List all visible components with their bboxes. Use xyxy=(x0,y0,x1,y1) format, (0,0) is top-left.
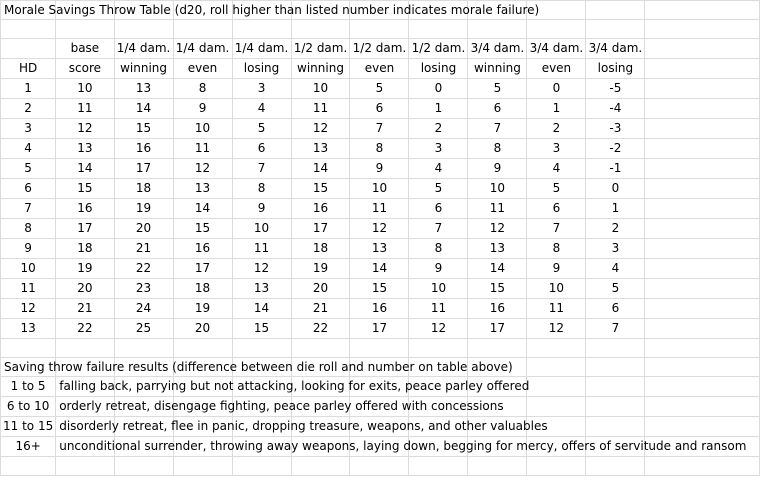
table-row xyxy=(1,219,760,239)
table-cell[interactable]: 2 xyxy=(409,119,468,139)
empty-cell[interactable] xyxy=(586,20,645,39)
empty-cell[interactable] xyxy=(350,339,409,358)
table-cell[interactable]: 13 xyxy=(468,239,527,259)
table-cell[interactable]: 14 xyxy=(173,199,232,219)
empty-cell[interactable] xyxy=(645,159,760,179)
result-text-text: falling back, parrying but not attacking, looking for exits, peace parley offered xyxy=(59,379,530,393)
table-cell[interactable]: 4 xyxy=(409,159,468,179)
column-header[interactable]: base xyxy=(56,39,114,59)
table-cell[interactable]: 4 xyxy=(586,259,645,279)
table-cell[interactable]: 0 xyxy=(527,79,586,99)
table-cell[interactable]: 21 xyxy=(291,299,350,319)
table-cell[interactable]: 10 xyxy=(291,79,350,99)
table-cell[interactable]: 18 xyxy=(56,239,114,259)
table-cell[interactable]: 5 xyxy=(409,179,468,199)
column-header[interactable]: 1/2 dam. xyxy=(291,39,350,59)
table-cell[interactable]: 6 xyxy=(350,99,409,119)
empty-cell[interactable] xyxy=(409,20,468,39)
table-row xyxy=(1,299,760,319)
empty-cell[interactable] xyxy=(527,358,586,377)
table-cell[interactable]: 7 xyxy=(586,319,645,339)
table-cell[interactable]: 20 xyxy=(114,219,173,239)
empty-cell[interactable] xyxy=(56,20,114,39)
table-cell[interactable]: 5 xyxy=(232,119,291,139)
table-row xyxy=(1,99,760,119)
results-title-row xyxy=(1,358,760,377)
table-cell[interactable]: 5 xyxy=(527,179,586,199)
spacer-row xyxy=(1,20,760,39)
table-cell[interactable]: 6 xyxy=(232,139,291,159)
table-cell[interactable]: 22 xyxy=(56,319,114,339)
table-cell[interactable]: 8 xyxy=(173,79,232,99)
empty-cell[interactable] xyxy=(173,339,232,358)
table-cell[interactable]: 0 xyxy=(586,179,645,199)
table-row xyxy=(1,279,760,299)
table-cell[interactable]: 22 xyxy=(291,319,350,339)
table-cell[interactable]: 7 xyxy=(350,119,409,139)
empty-cell[interactable] xyxy=(527,457,586,476)
table-cell[interactable]: 16 xyxy=(291,199,350,219)
empty-cell[interactable] xyxy=(527,397,586,417)
table-cell[interactable]: 18 xyxy=(114,179,173,199)
table-cell[interactable]: 9 xyxy=(232,199,291,219)
table-cell[interactable]: 10 xyxy=(56,79,114,99)
hd-cell[interactable]: 9 xyxy=(1,239,56,259)
empty-cell[interactable] xyxy=(645,259,760,279)
table-cell[interactable]: 8 xyxy=(409,239,468,259)
result-range[interactable]: 1 to 5 xyxy=(1,377,56,397)
column-header[interactable]: losing xyxy=(409,59,468,79)
empty-cell[interactable] xyxy=(173,457,232,476)
table-cell[interactable]: 3 xyxy=(586,239,645,259)
table-cell[interactable]: 12 xyxy=(350,219,409,239)
column-header[interactable]: 3/4 dam. xyxy=(468,39,527,59)
spacer-row xyxy=(1,457,760,476)
table-cell[interactable]: 5 xyxy=(468,79,527,99)
table-cell[interactable]: 13 xyxy=(291,139,350,159)
table-cell[interactable]: 17 xyxy=(114,159,173,179)
table-row xyxy=(1,199,760,219)
header-row-1 xyxy=(1,39,760,59)
column-header[interactable]: winning xyxy=(468,59,527,79)
table-cell[interactable]: -4 xyxy=(586,99,645,119)
column-header[interactable]: 1/4 dam. xyxy=(173,39,232,59)
empty-cell[interactable] xyxy=(56,457,114,476)
table-cell[interactable]: 5 xyxy=(586,279,645,299)
table-cell[interactable]: 16 xyxy=(114,139,173,159)
hd-cell[interactable]: 2 xyxy=(1,99,56,119)
empty-cell[interactable] xyxy=(468,20,527,39)
table-cell[interactable]: 16 xyxy=(468,299,527,319)
empty-cell[interactable] xyxy=(645,219,760,239)
table-cell[interactable]: 21 xyxy=(114,239,173,259)
result-range[interactable]: 6 to 10 xyxy=(1,397,56,417)
table-cell[interactable]: 15 xyxy=(291,179,350,199)
table-cell[interactable]: 11 xyxy=(232,239,291,259)
table-cell[interactable]: 3 xyxy=(409,139,468,159)
result-text-text: unconditional surrender, throwing away weapons, laying down, begging for mercy, offers of servitude and ransom xyxy=(59,439,747,453)
empty-cell[interactable] xyxy=(645,79,760,99)
hd-cell[interactable]: 12 xyxy=(1,299,56,319)
table-cell[interactable]: 9 xyxy=(409,259,468,279)
table-cell[interactable]: 13 xyxy=(114,79,173,99)
table-cell[interactable]: 12 xyxy=(527,319,586,339)
table-cell[interactable]: 16 xyxy=(173,239,232,259)
table-title-text: Morale Savings Throw Table (d20, roll higher than listed number indicates morale failure) xyxy=(4,3,540,17)
result-range[interactable]: 16+ xyxy=(1,437,56,457)
table-row xyxy=(1,119,760,139)
table-cell[interactable]: 8 xyxy=(468,139,527,159)
table-cell[interactable]: 2 xyxy=(586,219,645,239)
empty-cell[interactable] xyxy=(527,339,586,358)
result-row xyxy=(1,437,760,457)
empty-cell[interactable] xyxy=(1,339,56,358)
result-text-text: orderly retreat, disengage fighting, peace parley offered with concessions xyxy=(59,399,504,413)
column-header[interactable]: even xyxy=(173,59,232,79)
table-cell[interactable]: 11 xyxy=(173,139,232,159)
table-title[interactable] xyxy=(1,1,540,20)
table-cell[interactable]: 6 xyxy=(586,299,645,319)
table-cell[interactable]: 19 xyxy=(173,299,232,319)
table-cell[interactable]: 6 xyxy=(468,99,527,119)
table-row xyxy=(1,139,760,159)
table-cell[interactable]: 20 xyxy=(173,319,232,339)
table-cell[interactable]: 22 xyxy=(114,259,173,279)
empty-cell[interactable] xyxy=(527,20,586,39)
hd-cell[interactable]: 8 xyxy=(1,219,56,239)
empty-cell[interactable] xyxy=(586,358,645,377)
result-row xyxy=(1,417,760,437)
table-cell[interactable]: 3 xyxy=(232,79,291,99)
table-cell[interactable]: 7 xyxy=(409,219,468,239)
table-cell[interactable]: 14 xyxy=(232,299,291,319)
column-header[interactable]: 3/4 dam. xyxy=(586,39,645,59)
table-cell[interactable]: 20 xyxy=(56,279,114,299)
table-cell[interactable]: 11 xyxy=(350,199,409,219)
table-cell[interactable]: 0 xyxy=(409,79,468,99)
table-cell[interactable]: 19 xyxy=(56,259,114,279)
empty-cell[interactable] xyxy=(409,339,468,358)
table-cell[interactable]: 6 xyxy=(527,199,586,219)
empty-cell[interactable] xyxy=(114,339,173,358)
empty-cell[interactable] xyxy=(232,457,291,476)
table-cell[interactable]: 3 xyxy=(527,139,586,159)
empty-cell[interactable] xyxy=(350,457,409,476)
table-cell[interactable]: 9 xyxy=(350,159,409,179)
empty-cell[interactable] xyxy=(291,457,350,476)
result-range[interactable]: 11 to 15 xyxy=(1,417,56,437)
table-cell[interactable]: 12 xyxy=(409,319,468,339)
column-header[interactable]: losing xyxy=(586,59,645,79)
table-cell[interactable]: 9 xyxy=(173,99,232,119)
column-header[interactable]: 1/2 dam. xyxy=(350,39,409,59)
empty-cell[interactable] xyxy=(232,20,291,39)
header-row-2 xyxy=(1,59,760,79)
empty-cell[interactable] xyxy=(645,457,760,476)
empty-cell[interactable] xyxy=(645,377,760,397)
hd-cell[interactable]: 10 xyxy=(1,259,56,279)
table-cell[interactable]: 12 xyxy=(468,219,527,239)
table-cell[interactable]: 8 xyxy=(527,239,586,259)
table-row xyxy=(1,159,760,179)
table-cell[interactable]: 11 xyxy=(56,99,114,119)
column-header[interactable]: winning xyxy=(114,59,173,79)
empty-cell[interactable] xyxy=(173,20,232,39)
table-cell[interactable]: 20 xyxy=(291,279,350,299)
empty-cell[interactable] xyxy=(409,457,468,476)
table-cell[interactable]: 17 xyxy=(350,319,409,339)
results-title-text: Saving throw failure results (difference between die roll and number on table above) xyxy=(4,360,513,374)
table-cell[interactable]: 9 xyxy=(527,259,586,279)
table-cell[interactable]: 25 xyxy=(114,319,173,339)
table-cell[interactable]: 17 xyxy=(173,259,232,279)
table-cell[interactable]: 10 xyxy=(527,279,586,299)
table-cell[interactable]: 11 xyxy=(527,299,586,319)
table-cell[interactable]: 14 xyxy=(291,159,350,179)
table-cell[interactable]: 10 xyxy=(468,179,527,199)
table-cell[interactable]: 15 xyxy=(350,279,409,299)
table-cell[interactable]: 14 xyxy=(114,99,173,119)
hd-cell[interactable]: 7 xyxy=(1,199,56,219)
result-row xyxy=(1,397,760,417)
empty-cell[interactable] xyxy=(645,299,760,319)
table-cell[interactable]: 1 xyxy=(409,99,468,119)
table-cell[interactable]: 10 xyxy=(350,179,409,199)
table-cell[interactable]: 10 xyxy=(232,219,291,239)
table-cell[interactable]: 18 xyxy=(173,279,232,299)
empty-cell[interactable] xyxy=(56,339,114,358)
table-cell[interactable]: 19 xyxy=(114,199,173,219)
result-text[interactable] xyxy=(56,417,548,437)
table-cell[interactable]: 13 xyxy=(232,279,291,299)
table-cell[interactable]: -2 xyxy=(586,139,645,159)
empty-cell[interactable] xyxy=(645,20,760,39)
empty-cell[interactable] xyxy=(1,20,56,39)
empty-cell[interactable] xyxy=(114,457,173,476)
empty-cell[interactable] xyxy=(527,377,586,397)
table-cell[interactable]: 12 xyxy=(173,159,232,179)
table-cell[interactable]: 10 xyxy=(409,279,468,299)
table-cell[interactable]: 18 xyxy=(291,239,350,259)
table-cell[interactable]: 1 xyxy=(527,99,586,119)
table-cell[interactable]: 17 xyxy=(291,219,350,239)
table-cell[interactable]: 16 xyxy=(56,199,114,219)
column-header[interactable]: score xyxy=(56,59,114,79)
column-header[interactable]: winning xyxy=(291,59,350,79)
table-cell[interactable]: 11 xyxy=(409,299,468,319)
table-cell[interactable]: -3 xyxy=(586,119,645,139)
empty-cell[interactable] xyxy=(645,199,760,219)
table-cell[interactable]: 10 xyxy=(173,119,232,139)
empty-cell[interactable] xyxy=(645,59,760,79)
column-header[interactable]: 1/4 dam. xyxy=(232,39,291,59)
table-cell[interactable]: 15 xyxy=(468,279,527,299)
empty-cell[interactable] xyxy=(232,339,291,358)
table-cell[interactable]: 13 xyxy=(173,179,232,199)
empty-cell[interactable] xyxy=(586,339,645,358)
table-cell[interactable]: 1 xyxy=(586,199,645,219)
empty-cell[interactable] xyxy=(114,20,173,39)
table-cell[interactable]: 8 xyxy=(350,139,409,159)
column-header[interactable]: 1/2 dam. xyxy=(409,39,468,59)
hd-cell[interactable]: 4 xyxy=(1,139,56,159)
column-header[interactable]: even xyxy=(527,59,586,79)
table-row xyxy=(1,239,760,259)
spacer-row xyxy=(1,339,760,358)
empty-cell[interactable] xyxy=(645,99,760,119)
empty-cell[interactable] xyxy=(291,20,350,39)
table-cell[interactable]: 13 xyxy=(350,239,409,259)
table-cell[interactable]: 14 xyxy=(350,259,409,279)
result-text[interactable] xyxy=(56,397,504,417)
hd-cell[interactable]: 3 xyxy=(1,119,56,139)
hd-cell[interactable]: 5 xyxy=(1,159,56,179)
hd-cell[interactable]: 13 xyxy=(1,319,56,339)
table-cell[interactable]: 24 xyxy=(114,299,173,319)
table-cell[interactable]: 12 xyxy=(291,119,350,139)
empty-cell[interactable] xyxy=(645,239,760,259)
empty-cell[interactable] xyxy=(645,319,760,339)
empty-cell[interactable] xyxy=(586,457,645,476)
empty-cell[interactable] xyxy=(586,417,645,437)
table-row xyxy=(1,179,760,199)
table-cell[interactable]: 4 xyxy=(232,99,291,119)
table-cell[interactable]: -5 xyxy=(586,79,645,99)
empty-cell[interactable] xyxy=(586,1,645,20)
table-cell[interactable]: 7 xyxy=(527,219,586,239)
table-cell[interactable]: 12 xyxy=(232,259,291,279)
table-cell[interactable]: 15 xyxy=(173,219,232,239)
empty-cell[interactable] xyxy=(645,279,760,299)
table-cell[interactable]: 11 xyxy=(291,99,350,119)
column-header[interactable]: HD xyxy=(1,59,56,79)
table-cell[interactable]: 4 xyxy=(527,159,586,179)
results-title[interactable] xyxy=(1,358,513,377)
result-row xyxy=(1,377,760,397)
table-cell[interactable]: 17 xyxy=(56,219,114,239)
table-cell[interactable]: 13 xyxy=(56,139,114,159)
title-row xyxy=(1,1,760,20)
column-header[interactable]: even xyxy=(350,59,409,79)
table-cell[interactable]: 6 xyxy=(409,199,468,219)
hd-cell[interactable]: 6 xyxy=(1,179,56,199)
table-cell[interactable]: 7 xyxy=(468,119,527,139)
table-cell[interactable]: 2 xyxy=(527,119,586,139)
hd-cell[interactable]: 1 xyxy=(1,79,56,99)
empty-cell[interactable] xyxy=(645,39,760,59)
column-header[interactable] xyxy=(1,39,56,59)
empty-cell[interactable] xyxy=(645,339,760,358)
empty-cell[interactable] xyxy=(645,417,760,437)
empty-cell[interactable] xyxy=(645,179,760,199)
empty-cell[interactable] xyxy=(291,339,350,358)
table-cell[interactable]: 15 xyxy=(232,319,291,339)
table-cell[interactable]: 19 xyxy=(291,259,350,279)
table-cell[interactable]: 15 xyxy=(114,119,173,139)
table-row xyxy=(1,259,760,279)
empty-cell[interactable] xyxy=(350,20,409,39)
table-cell[interactable]: 15 xyxy=(56,179,114,199)
empty-cell[interactable] xyxy=(645,358,760,377)
empty-cell[interactable] xyxy=(645,397,760,417)
table-cell[interactable]: 17 xyxy=(468,319,527,339)
hd-cell[interactable]: 11 xyxy=(1,279,56,299)
table-cell[interactable]: 11 xyxy=(468,199,527,219)
empty-cell[interactable] xyxy=(586,377,645,397)
result-text[interactable] xyxy=(56,437,747,457)
table-cell[interactable]: 21 xyxy=(56,299,114,319)
column-header[interactable]: 3/4 dam. xyxy=(527,39,586,59)
table-cell[interactable]: 9 xyxy=(468,159,527,179)
empty-cell[interactable] xyxy=(645,139,760,159)
empty-cell[interactable] xyxy=(645,119,760,139)
table-cell[interactable]: 14 xyxy=(56,159,114,179)
empty-cell[interactable] xyxy=(645,1,760,20)
table-cell[interactable]: 5 xyxy=(350,79,409,99)
table-cell[interactable]: 7 xyxy=(232,159,291,179)
result-text[interactable] xyxy=(56,377,530,397)
table-cell[interactable]: -1 xyxy=(586,159,645,179)
table-row xyxy=(1,319,760,339)
empty-cell[interactable] xyxy=(468,457,527,476)
table-cell[interactable]: 12 xyxy=(56,119,114,139)
column-header[interactable]: 1/4 dam. xyxy=(114,39,173,59)
empty-cell[interactable] xyxy=(586,397,645,417)
table-cell[interactable]: 23 xyxy=(114,279,173,299)
column-header[interactable]: losing xyxy=(232,59,291,79)
result-text-text: disorderly retreat, flee in panic, dropping treasure, weapons, and other valuables xyxy=(59,419,548,433)
empty-cell[interactable] xyxy=(1,457,56,476)
table-cell[interactable]: 14 xyxy=(468,259,527,279)
table-cell[interactable]: 16 xyxy=(350,299,409,319)
empty-cell[interactable] xyxy=(468,339,527,358)
table-row xyxy=(1,79,760,99)
table-cell[interactable]: 8 xyxy=(232,179,291,199)
